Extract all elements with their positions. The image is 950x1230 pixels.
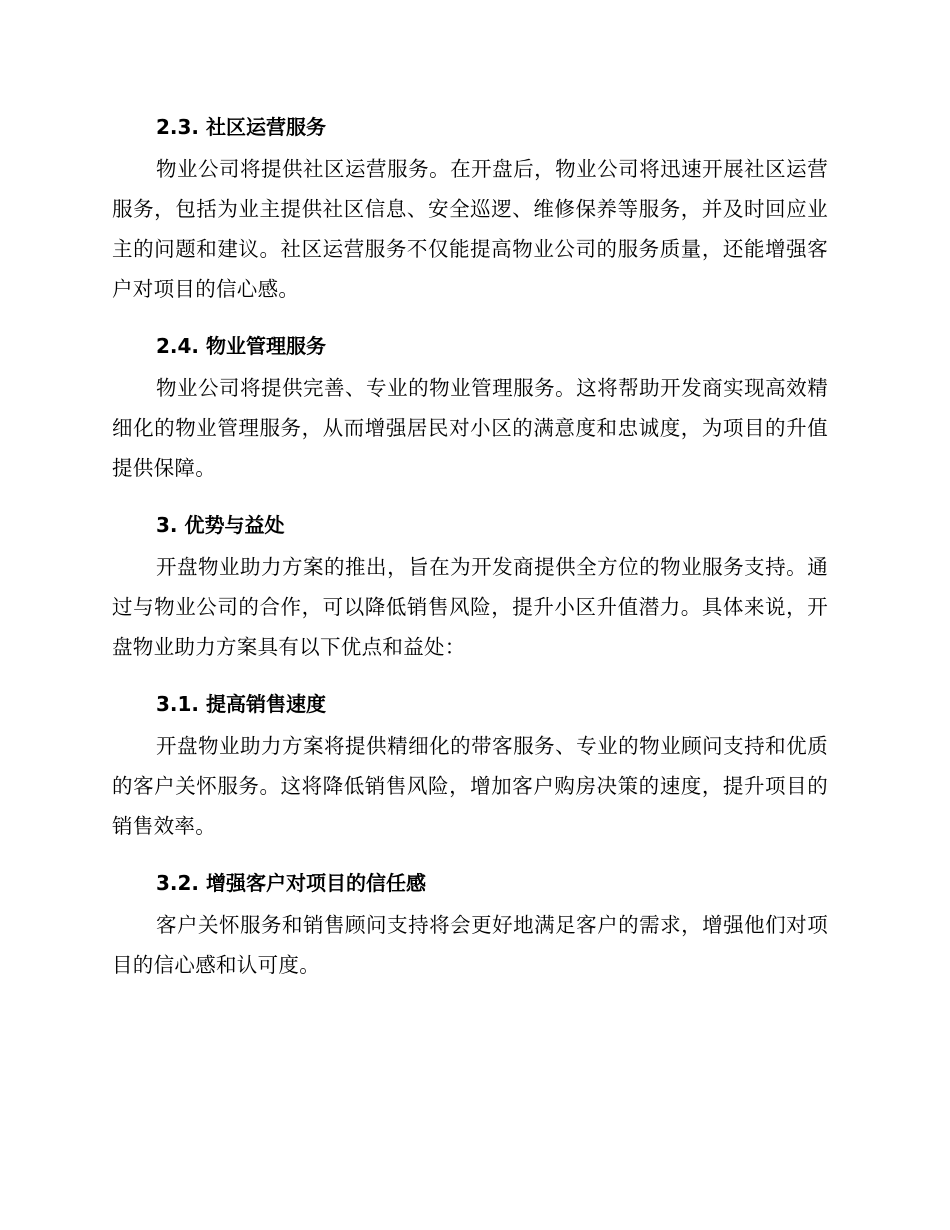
section-heading-2-4: 2.4. 物业管理服务 [156,334,326,358]
section-paragraph-2-3: 物业公司将提供社区运营服务。在开盘后，物业公司将迅速开展社区运营服务，包括为业主提供社区信息、安全巡逻、维修保养等服务，并及时回应业主的问题和建议。社区运营服务不仅能提高物业公司的服务质量，还能增强客户对项目的信心感。 [112,157,828,301]
section-paragraph-3-2: 客户关怀服务和销售顾问支持将会更好地满足客户的需求，增强他们对项目的信心感和认可度。 [112,913,828,977]
section-paragraph-2-4: 物业公司将提供完善、专业的物业管理服务。这将帮助开发商实现高效精细化的物业管理服务，从而增强居民对小区的满意度和忠诚度，为项目的升值提供保障。 [112,376,828,480]
section-heading-3: 3. 优势与益处 [156,513,285,537]
section-heading-3-2: 3.2. 增强客户对项目的信任感 [156,871,426,895]
section-heading-3-1: 3.1. 提高销售速度 [156,692,326,716]
document-page [112,105,828,1000]
section-heading-2-3: 2.3. 社区运营服务 [156,115,326,139]
section-paragraph-3: 开盘物业助力方案的推出，旨在为开发商提供全方位的物业服务支持。通过与物业公司的合作，可以降低销售风险，提升小区升值潜力。具体来说，开盘物业助力方案具有以下优点和益处： [112,555,828,659]
section-paragraph-3-1: 开盘物业助力方案将提供精细化的带客服务、专业的物业顾问支持和优质的客户关怀服务。这将降低销售风险，增加客户购房决策的速度，提升项目的销售效率。 [112,734,828,838]
